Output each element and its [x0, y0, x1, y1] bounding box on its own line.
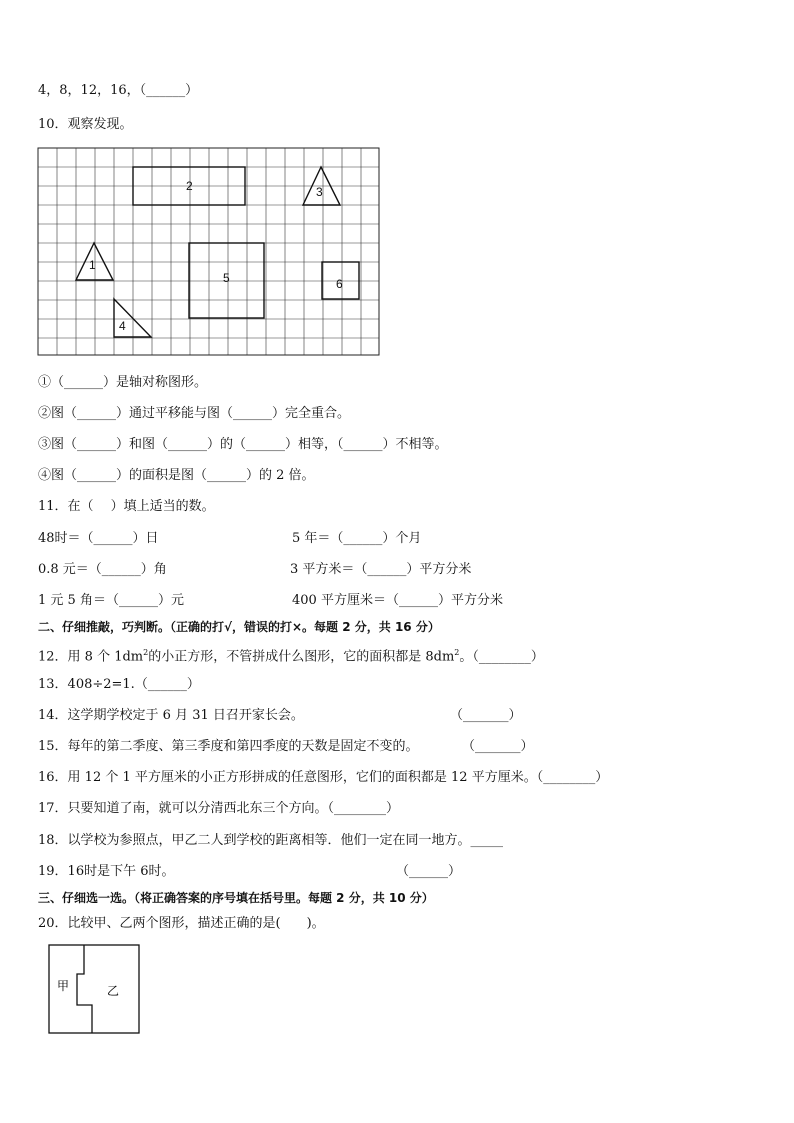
- compare-figure: [48, 944, 141, 1036]
- question-15-answer: （_______）: [462, 739, 534, 754]
- shape-label-6: 6: [336, 277, 343, 291]
- question-11-title: 11．在（ ）填上适当的数。: [38, 499, 215, 514]
- dividing-line: [77, 945, 92, 1033]
- question-12-sup-2: 2: [454, 648, 460, 657]
- question-20: 20．比较甲、乙两个图形，描述正确的是( )。: [38, 916, 325, 931]
- question-10-part-1: ①（______）是轴对称图形。: [38, 375, 208, 390]
- label-jia: 甲: [57, 979, 70, 993]
- question-11-f: 400 平方厘米＝（______）平方分米: [292, 593, 503, 608]
- question-10-part-4: ④图（______）的面积是图（______）的 2 倍。: [38, 468, 315, 483]
- question-12-mid: 的小正方形，不管拼成什么图形，它的面积都是 8dm: [148, 649, 455, 665]
- shape-label-5: 5: [223, 271, 230, 285]
- shape-label-1: 1: [89, 258, 96, 272]
- question-11-d: 3 平方米＝（______）平方分米: [290, 562, 472, 577]
- question-12-sup-1: 2: [143, 648, 149, 657]
- question-10-title: 10．观察发现。: [38, 117, 133, 132]
- question-19-answer: （______）: [396, 864, 462, 879]
- question-15: 15．每年的第二季度、第三季度和第四季度的天数是固定不变的。: [38, 739, 419, 754]
- sequence-question: 4，8，12，16，（______）: [38, 83, 199, 98]
- question-11-e: 1 元 5 角＝（______）元: [38, 593, 184, 608]
- question-12-pre: 12．用 8 个 1dm: [38, 649, 144, 665]
- question-11-a: 48时＝（______）日: [38, 531, 159, 546]
- question-12: [38, 644, 544, 666]
- question-14: 14．这学期学校定于 6 月 31 日召开家长会。: [38, 708, 304, 723]
- shape-label-4: 4: [119, 319, 126, 333]
- question-12-post: 。（________）: [459, 649, 544, 665]
- section-3-heading: 三、仔细选一选。（将正确答案的序号填在括号里。每题 2 分，共 10 分）: [38, 891, 434, 905]
- question-11-c: 0.8 元＝（______）角: [38, 562, 167, 577]
- question-13: 13．408÷2=1.（______）: [38, 677, 200, 692]
- shape-label-3: 3: [316, 185, 323, 199]
- grid-figure: [37, 147, 381, 357]
- question-11-b: 5 年＝（______）个月: [292, 531, 422, 546]
- question-10-part-2: ②图（______）通过平移能与图（______）完全重合。: [38, 406, 351, 421]
- question-16: 16．用 12 个 1 平方厘米的小正方形拼成的任意图形，它们的面积都是 12 平方厘米。（________）: [38, 770, 609, 785]
- question-10-part-3: ③图（______）和图（______）的（______）相等，（______）不相等。: [38, 437, 448, 452]
- section-2-heading: 二、仔细推敲，巧判断。（正确的打√，错误的打×。每题 2 分，共 16 分）: [38, 620, 440, 634]
- question-14-answer: （_______）: [450, 708, 522, 723]
- label-yi: 乙: [107, 984, 120, 998]
- shape-label-2: 2: [186, 179, 193, 193]
- question-17: 17．只要知道了南，就可以分清西北东三个方向。（________）: [38, 801, 400, 816]
- question-19: 19．16时是下午 6时。: [38, 864, 175, 879]
- question-18: 18．以学校为参照点，甲乙二人到学校的距离相等．他们一定在同一地方。_____: [38, 833, 504, 848]
